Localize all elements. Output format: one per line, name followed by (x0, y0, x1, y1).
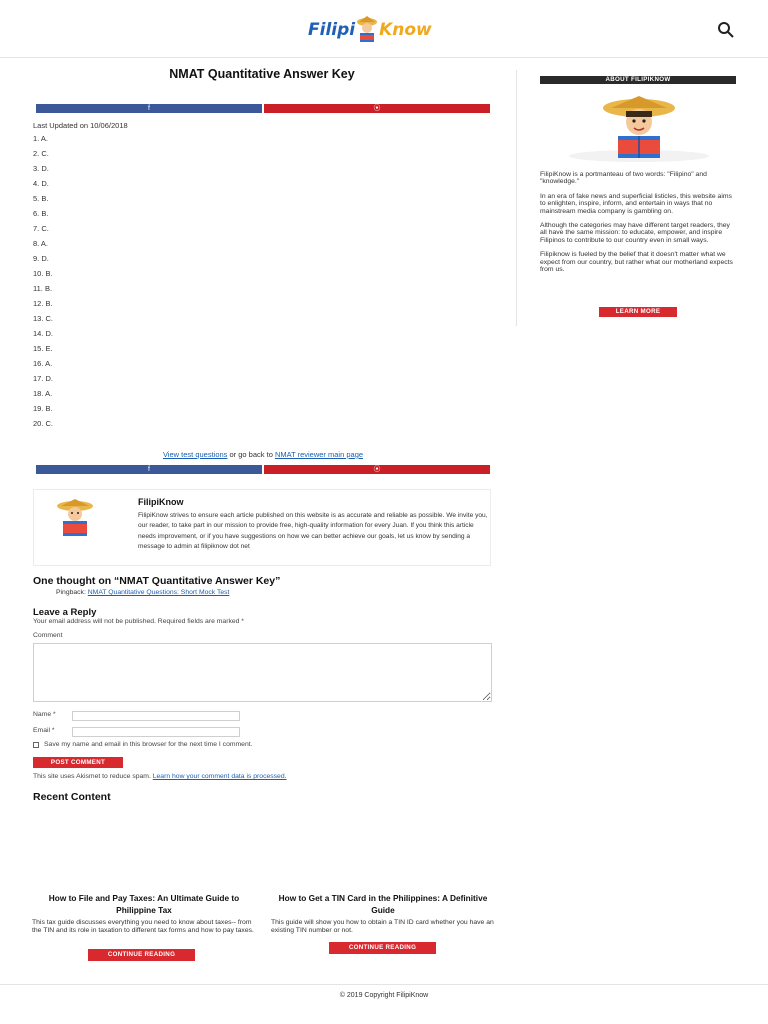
about-heading: ABOUT FILIPIKNOW (540, 76, 736, 84)
comments-heading: One thought on “NMAT Quantitative Answer Key” (33, 575, 281, 587)
recent-post-card (32, 892, 256, 934)
answer-item: 15. E. (33, 344, 53, 353)
site-header (0, 0, 768, 58)
logo-text-right: Know (379, 20, 432, 40)
answer-item: 10. B. (33, 269, 53, 278)
last-updated: Last Updated on 10/06/2018 (33, 121, 128, 130)
answer-item: 6. B. (33, 209, 49, 218)
answer-item: 2. C. (33, 149, 49, 158)
name-input[interactable] (72, 711, 240, 721)
save-info-checkbox[interactable] (33, 742, 39, 748)
navigation-links (36, 450, 490, 459)
answer-item: 13. C. (33, 314, 54, 323)
comment-label: Comment (33, 632, 63, 639)
learn-more-button[interactable]: LEARN MORE (599, 307, 677, 317)
answer-item: 3. D. (33, 164, 49, 173)
author-name: FilipiKnow (138, 497, 184, 507)
sidebar-divider (516, 70, 517, 326)
answer-item: 19. B. (33, 404, 53, 413)
facebook-icon: f (148, 466, 150, 473)
recent-post-title[interactable]: How to Get a TIN Card in the Philippines: A Definitive Guide (278, 893, 488, 915)
pingback-link[interactable]: NMAT Quantitative Questions: Short Mock Test (87, 589, 230, 596)
save-info-label: Save my name and email in this browser for the next time I comment. (44, 741, 253, 748)
answer-item: 8. A. (33, 239, 49, 248)
answer-item: 20. C. (33, 419, 54, 428)
post-comment-button[interactable]: POST COMMENT (33, 757, 123, 768)
facebook-share-button[interactable] (36, 104, 262, 113)
search-icon[interactable] (716, 20, 736, 40)
about-paragraph: Although the categories may have different target readers, they all have the same mission: to educate, empower, and inspire Filipinos to contribute to our country even in small ways. (540, 222, 730, 244)
answer-item: 18. A. (33, 389, 53, 398)
akismet-notice (33, 773, 287, 780)
leave-reply-heading: Leave a Reply (33, 607, 97, 618)
facebook-share-button[interactable] (36, 465, 262, 474)
about-text (540, 171, 736, 280)
continue-reading-button[interactable]: CONTINUE READING (329, 942, 436, 954)
save-info-row (33, 741, 253, 748)
recent-post-title[interactable]: How to File and Pay Taxes: An Ultimate Guide to Philippine Tax (48, 893, 240, 915)
pinterest-icon: ⦿ (373, 105, 381, 112)
answer-item: 11. B. (33, 284, 53, 293)
pinterest-share-button[interactable] (264, 465, 490, 474)
logo-text-left: Filipi (308, 20, 356, 40)
about-paragraph: In an era of fake news and superficial listicles, this website aims to enlighten, inspire, inform, and entertain in ways that no mainstream media company is gambling on. (540, 192, 732, 215)
email-input[interactable] (72, 727, 240, 737)
mascot-illustration (566, 94, 712, 164)
view-test-questions-link[interactable]: View test questions (162, 450, 228, 459)
recent-post-card (271, 892, 495, 934)
share-bar-top (36, 104, 490, 113)
footer-divider (0, 984, 768, 985)
email-label: Email * (33, 727, 55, 734)
pingback (56, 589, 229, 596)
answer-item: 14. D. (33, 329, 54, 338)
reviewer-main-page-link[interactable]: NMAT reviewer main page (274, 450, 364, 459)
go-back-text: or go back to (227, 450, 275, 459)
comment-textarea[interactable] (33, 643, 492, 702)
answer-item: 16. A. (33, 359, 53, 368)
about-paragraph: FilipiKnow is a portmanteau of two words: "Filipino" and "knowledge." (540, 171, 707, 186)
article-title: NMAT Quantitative Answer Key (169, 67, 355, 81)
akismet-text: This site uses Akismet to reduce spam. (33, 773, 153, 780)
answer-item: 17. D. (33, 374, 54, 383)
continue-reading-button[interactable]: CONTINUE READING (88, 949, 195, 961)
footer-copyright: © 2019 Copyright FilipiKnow (339, 992, 429, 999)
author-box (33, 489, 491, 566)
pinterest-icon: ⦿ (373, 466, 381, 473)
akismet-link[interactable]: Learn how your comment data is processed. (152, 773, 287, 780)
site-logo[interactable] (308, 12, 432, 48)
share-bar-bottom (36, 465, 490, 474)
answer-item: 4. D. (33, 179, 49, 188)
answer-item: 5. B. (33, 194, 49, 203)
name-label: Name * (33, 711, 56, 718)
recent-post-desc: This tax guide discusses everything you need to know about taxes-- from the TIN and its role in taxation to different tax forms and how to pay taxes. (32, 919, 254, 934)
author-avatar (50, 498, 100, 538)
answer-list (33, 134, 53, 434)
pingback-label: Pingback: (56, 589, 88, 596)
about-paragraph: Filipiknow is fueled by the belief that it doesn't matter what we expect from our country, but rather what our motherland expects from us. (540, 251, 733, 274)
email-note: Your email address will not be published. Required fields are marked * (33, 618, 244, 625)
answer-item: 12. B. (33, 299, 53, 308)
recent-post-desc: This guide will show you how to obtain a TIN ID card whether you have an existing TIN number or not. (271, 919, 494, 934)
mascot-logo-icon (356, 16, 378, 44)
answer-item: 7. C. (33, 224, 49, 233)
recent-content-heading: Recent Content (33, 791, 111, 803)
author-bio: FilipiKnow strives to ensure each article published on this website is as accurate and reliable as possible. We invite you, our reader, to take part in our mission to provide free, high-quality information for every Juan. If you think this article needs improvement, or if you have suggestions on how we can better achieve our goals, let us know by sending a message to admin at filipiknow dot net (138, 512, 488, 550)
pinterest-share-button[interactable] (264, 104, 490, 113)
facebook-icon: f (148, 105, 150, 112)
answer-item: 9. D. (33, 254, 49, 263)
answer-item: 1. A. (33, 134, 49, 143)
